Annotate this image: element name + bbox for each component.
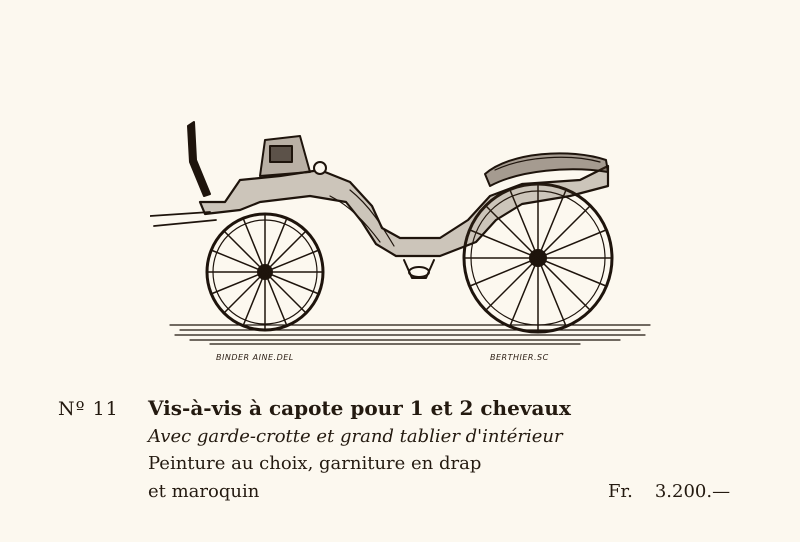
lamp [314, 162, 326, 174]
entry-subtitle: Avec garde-crotte et grand tablier d'intérieur [148, 426, 563, 447]
engraver-credit: BERTHIER.SC [490, 353, 549, 362]
entry-description-line1: Peinture au choix, garniture en drap [148, 453, 482, 474]
carriage-illustration [150, 110, 670, 370]
ground-shadow [170, 325, 650, 344]
carriage-step [404, 260, 434, 278]
entry-description-line2: et maroquin [148, 481, 260, 502]
illustrator-credit: BINDER AINE.DEL [216, 353, 294, 362]
entry-number: Nº 11 [58, 398, 119, 420]
price-value: 3.200.— [654, 481, 731, 502]
price-label: Fr. [608, 481, 633, 502]
price [608, 481, 730, 502]
carriage-body [200, 166, 608, 256]
front-wheel [207, 214, 323, 330]
entry-title: Vis-à-vis à capote pour 1 et 2 chevaux [148, 396, 571, 420]
